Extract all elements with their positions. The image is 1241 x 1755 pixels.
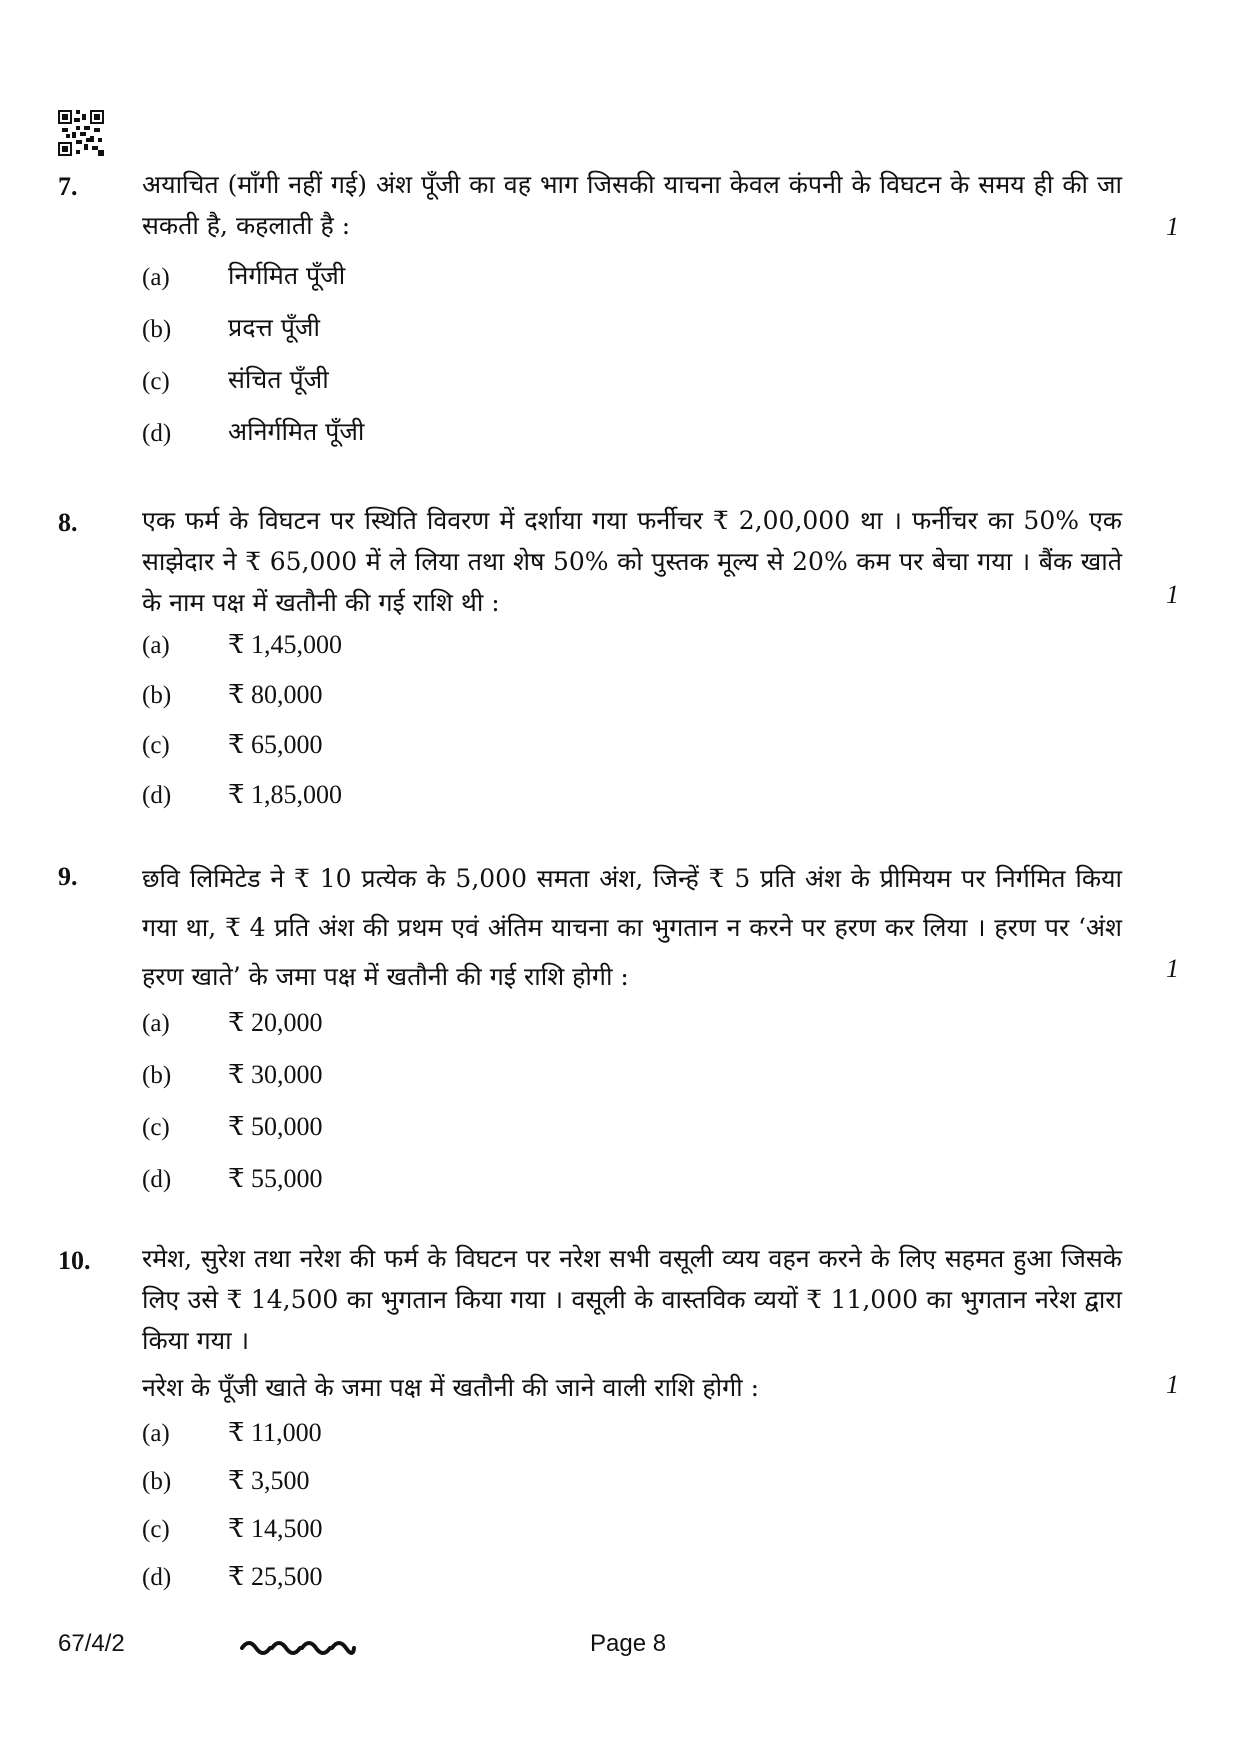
question-8-option-b: ₹ 80,000 bbox=[228, 680, 323, 709]
qr-code-icon bbox=[58, 110, 104, 156]
question-8-option-a: ₹ 1,45,000 bbox=[228, 630, 343, 659]
question-10-option-a: ₹ 11,000 bbox=[228, 1418, 322, 1447]
question-7-marks: 1 bbox=[1166, 212, 1179, 241]
question-7-option-d-letter: (d) bbox=[142, 420, 172, 447]
question-10-marks: 1 bbox=[1166, 1370, 1179, 1399]
question-10-option-b: ₹ 3,500 bbox=[228, 1466, 310, 1495]
question-10-number: 10. bbox=[58, 1246, 91, 1275]
question-7-option-c: संचित पूँजी bbox=[228, 365, 329, 394]
question-9-option-c-letter: (c) bbox=[142, 1114, 170, 1141]
question-10-option-c: ₹ 14,500 bbox=[228, 1514, 323, 1543]
question-9-option-a: ₹ 20,000 bbox=[228, 1008, 323, 1037]
question-10-text: रमेश, सुरेश तथा नरेश की फर्म के विघटन पर नरेश सभी वसूली व्यय वहन करने के लिए सहमत हुआ जिसके लिए उसे ₹ 14,500 का भुगतान किया गया । वसूली के वास्तविक व्ययों ₹ 11,000 का भुगतान नरेश द्वारा किया गया । bbox=[142, 1244, 1122, 1355]
question-9-number: 9. bbox=[58, 862, 78, 891]
question-9-option-a-letter: (a) bbox=[142, 1010, 170, 1037]
question-8-number: 8. bbox=[58, 508, 78, 537]
question-7-option-b-letter: (b) bbox=[142, 316, 172, 343]
question-9-option-d-letter: (d) bbox=[142, 1166, 172, 1193]
question-7-text: अयाचित (माँगी नहीं गई) अंश पूँजी का वह भाग जिसकी याचना केवल कंपनी के विघटन के समय ही की जा सकती है, कहलाती है : bbox=[142, 170, 1122, 240]
paper-code: 67/4/2 bbox=[58, 1630, 125, 1657]
page-number: Page 8 bbox=[590, 1630, 667, 1657]
question-10-option-d: ₹ 25,500 bbox=[228, 1562, 323, 1591]
question-8-option-b-letter: (b) bbox=[142, 682, 172, 709]
question-10-option-a-letter: (a) bbox=[142, 1420, 170, 1447]
question-8-option-a-letter: (a) bbox=[142, 632, 170, 659]
question-8-marks: 1 bbox=[1166, 580, 1179, 609]
question-7-number: 7. bbox=[58, 172, 78, 201]
question-8-text: एक फर्म के विघटन पर स्थिति विवरण में दर्शाया गया फर्नीचर ₹ 2,00,000 था । फर्नीचर का 50% एक साझेदार ने ₹ 65,000 में ले लिया तथा शेष 50% को पुस्तक मूल्य से 20% कम पर बेचा गया । बैंक खाते के नाम पक्ष में खतौनी की गई राशि थी : bbox=[142, 506, 1122, 617]
question-10-option-c-letter: (c) bbox=[142, 1516, 170, 1543]
question-7-option-a-letter: (a) bbox=[142, 264, 170, 291]
question-7-option-b: प्रदत्त पूँजी bbox=[228, 313, 320, 342]
question-9-option-b-letter: (b) bbox=[142, 1062, 172, 1089]
tilde-ornament-icon bbox=[240, 1636, 356, 1656]
question-8-option-c-letter: (c) bbox=[142, 732, 170, 759]
question-9-option-d: ₹ 55,000 bbox=[228, 1164, 323, 1193]
question-10-option-b-letter: (b) bbox=[142, 1468, 172, 1495]
question-9-option-c: ₹ 50,000 bbox=[228, 1112, 323, 1141]
question-7-option-a: निर्गमित पूँजी bbox=[228, 261, 346, 290]
question-7-option-d: अनिर्गमित पूँजी bbox=[228, 417, 365, 446]
question-9-marks: 1 bbox=[1166, 954, 1179, 983]
question-8-option-d-letter: (d) bbox=[142, 782, 172, 809]
question-8-option-d: ₹ 1,85,000 bbox=[228, 780, 343, 809]
question-10-text-continued: नरेश के पूँजी खाते के जमा पक्ष में खतौनी की जाने वाली राशि होगी : bbox=[142, 1373, 760, 1402]
question-7-option-c-letter: (c) bbox=[142, 368, 170, 395]
question-9-option-b: ₹ 30,000 bbox=[228, 1060, 323, 1089]
question-9-text: छवि लिमिटेड ने ₹ 10 प्रत्येक के 5,000 समता अंश, जिन्हें ₹ 5 प्रति अंश के प्रीमियम पर निर्गमित किया गया था, ₹ 4 प्रति अंश की प्रथम एवं अंतिम याचना का भुगतान न करने पर हरण कर लिया । हरण पर ‘अंश हरण खाते’ के जमा पक्ष में खतौनी की गई राशि होगी : bbox=[142, 864, 1122, 991]
question-8-option-c: ₹ 65,000 bbox=[228, 730, 323, 759]
question-10-option-d-letter: (d) bbox=[142, 1564, 172, 1591]
